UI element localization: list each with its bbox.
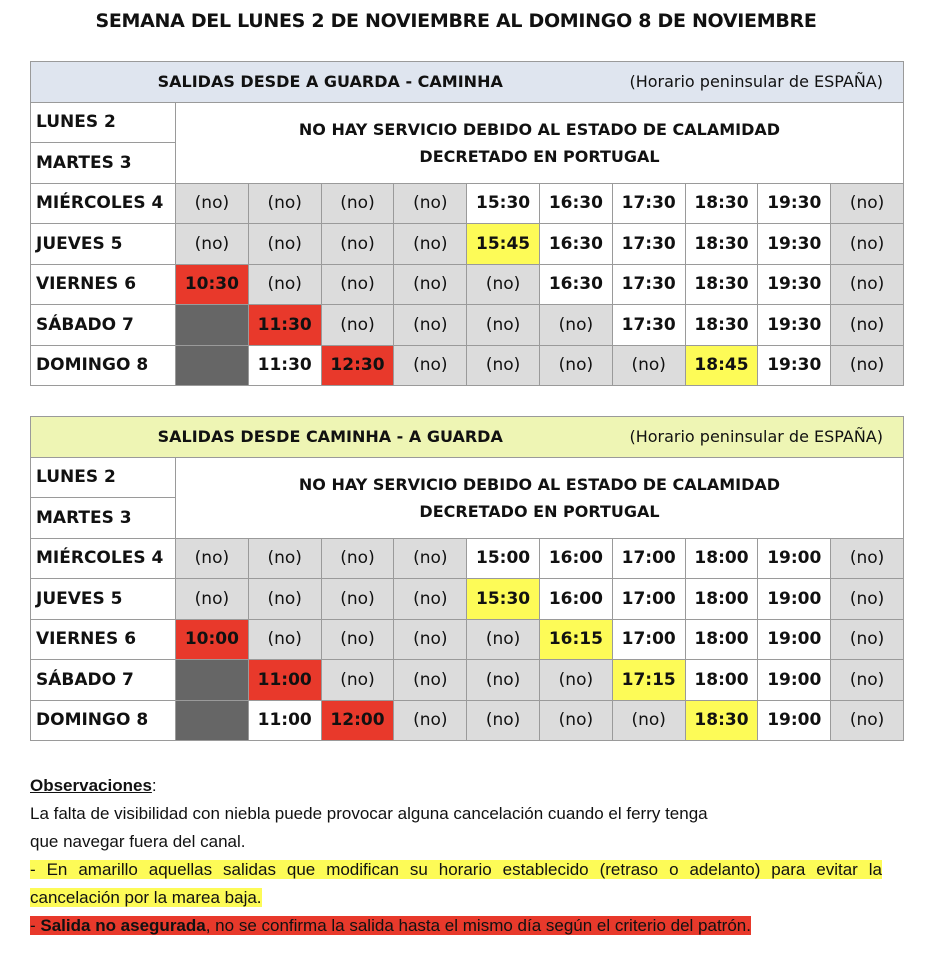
time-cell: 18:00 [685, 660, 758, 701]
time-cell: 18:30 [685, 305, 758, 346]
no-service-cell: (no) [467, 345, 540, 386]
table-row [31, 457, 904, 498]
table-row [31, 345, 904, 386]
red-bold: Salida no asegurada [40, 916, 206, 935]
time-cell: 16:30 [539, 183, 612, 224]
time-cell: 18:00 [685, 579, 758, 620]
time-cell: 19:30 [758, 345, 831, 386]
timezone-note: (Horario peninsular de ESPAÑA) [629, 72, 883, 92]
no-service-cell: (no) [539, 660, 612, 701]
no-service-cell: (no) [394, 579, 467, 620]
unconfirmed-time-cell: 10:00 [176, 619, 249, 660]
red-rest: , no se confirma la salida hasta el mismo día según el criterio del patrón. [205, 916, 751, 935]
observations-heading: Observaciones [30, 776, 152, 795]
table-heading [31, 417, 904, 458]
no-service-cell: (no) [612, 345, 685, 386]
unconfirmed-time-cell: 11:30 [248, 305, 321, 346]
red-prefix: - [30, 916, 41, 935]
no-service-cell: (no) [321, 183, 394, 224]
observation-fog: La falta de visibilidad con niebla puede provocar alguna cancelación cuando el ferry tenga [30, 804, 708, 823]
no-service-cell: (no) [248, 538, 321, 579]
no-service-cell: (no) [394, 700, 467, 741]
table-row [31, 224, 904, 265]
no-service-cell: (no) [176, 224, 249, 265]
time-cell: 17:00 [612, 579, 685, 620]
no-service-cell: (no) [176, 538, 249, 579]
no-service-cell: (no) [831, 224, 904, 265]
no-service-cell: (no) [394, 660, 467, 701]
no-service-cell: (no) [831, 579, 904, 620]
no-service-cell: (no) [539, 305, 612, 346]
no-service-cell: (no) [831, 183, 904, 224]
no-service-cell: (no) [831, 538, 904, 579]
time-cell: 19:00 [758, 538, 831, 579]
time-cell: 15:30 [467, 183, 540, 224]
day-label: MIÉRCOLES 4 [31, 183, 176, 224]
no-service-cell: (no) [394, 538, 467, 579]
time-cell: 16:00 [539, 538, 612, 579]
no-service-line: NO HAY SERVICIO DEBIDO AL ESTADO DE CALAMIDAD [298, 119, 781, 139]
no-service-cell: (no) [612, 700, 685, 741]
time-cell: 15:00 [467, 538, 540, 579]
no-service-cell: (no) [831, 660, 904, 701]
no-service-cell: (no) [394, 264, 467, 305]
no-service-cell: (no) [321, 619, 394, 660]
time-cell: 18:00 [685, 538, 758, 579]
no-service-cell: (no) [394, 224, 467, 265]
no-service-message [176, 457, 904, 538]
table-row [31, 660, 904, 701]
no-service-cell: (no) [467, 619, 540, 660]
time-cell: 17:00 [612, 538, 685, 579]
table-heading [31, 62, 904, 103]
modified-time-cell: 15:45 [467, 224, 540, 265]
schedule-table-caminha-guarda [30, 416, 904, 741]
time-cell: 18:30 [685, 183, 758, 224]
no-service-line: DECRETADO EN PORTUGAL [419, 501, 660, 521]
no-service-cell: (no) [394, 305, 467, 346]
time-cell: 16:30 [539, 224, 612, 265]
no-service-message [176, 102, 904, 183]
no-service-cell: (no) [394, 183, 467, 224]
empty-cell [176, 700, 249, 741]
time-cell: 16:00 [539, 579, 612, 620]
no-service-cell: (no) [394, 619, 467, 660]
day-label: JUEVES 5 [31, 579, 176, 620]
no-service-cell: (no) [539, 700, 612, 741]
no-service-line: DECRETADO EN PORTUGAL [419, 146, 660, 166]
modified-time-cell: 17:15 [612, 660, 685, 701]
time-cell: 19:00 [758, 660, 831, 701]
day-label: JUEVES 5 [31, 224, 176, 265]
time-cell: 17:30 [612, 224, 685, 265]
unconfirmed-time-cell: 12:30 [321, 345, 394, 386]
time-cell: 18:30 [685, 224, 758, 265]
no-service-cell: (no) [176, 183, 249, 224]
time-cell: 19:30 [758, 183, 831, 224]
no-service-cell: (no) [467, 700, 540, 741]
day-label: SÁBADO 7 [31, 305, 176, 346]
no-service-cell: (no) [248, 224, 321, 265]
no-service-line: NO HAY SERVICIO DEBIDO AL ESTADO DE CALAMIDAD [298, 474, 781, 494]
unconfirmed-time-cell: 12:00 [321, 700, 394, 741]
no-service-cell: (no) [248, 579, 321, 620]
no-service-cell: (no) [321, 264, 394, 305]
observation-yellow-note: - En amarillo aquellas salidas que modifican su horario establecido (retraso o adelanto) para evitar la cancelación por la marea baja. [30, 860, 882, 907]
route-title: SALIDAS DESDE A GUARDA - CAMINHA [157, 72, 503, 92]
no-service-cell: (no) [467, 305, 540, 346]
no-service-cell: (no) [831, 700, 904, 741]
observation-fog-cont: que navegar fuera del canal. [30, 832, 246, 851]
time-cell: 19:00 [758, 619, 831, 660]
time-cell: 19:30 [758, 264, 831, 305]
no-service-cell: (no) [539, 345, 612, 386]
schedule-table-guarda-caminha [30, 61, 904, 386]
no-service-cell: (no) [831, 305, 904, 346]
no-service-cell: (no) [321, 224, 394, 265]
table-row [31, 579, 904, 620]
day-label: DOMINGO 8 [31, 345, 176, 386]
day-label: LUNES 2 [31, 102, 176, 143]
empty-cell [176, 345, 249, 386]
timezone-note: (Horario peninsular de ESPAÑA) [629, 427, 883, 447]
time-cell: 17:30 [612, 264, 685, 305]
modified-time-cell: 18:45 [685, 345, 758, 386]
table-row [31, 305, 904, 346]
page-title: SEMANA DEL LUNES 2 DE NOVIEMBRE AL DOMINGO 8 DE NOVIEMBRE [95, 10, 817, 32]
day-label: MIÉRCOLES 4 [31, 538, 176, 579]
time-cell: 19:00 [758, 579, 831, 620]
time-cell: 16:30 [539, 264, 612, 305]
no-service-cell: (no) [394, 345, 467, 386]
table-row [31, 264, 904, 305]
day-label: SÁBADO 7 [31, 660, 176, 701]
unconfirmed-time-cell: 11:00 [248, 660, 321, 701]
table-row [31, 183, 904, 224]
time-cell: 11:00 [248, 700, 321, 741]
time-cell: 18:30 [685, 264, 758, 305]
day-label: DOMINGO 8 [31, 700, 176, 741]
colon: : [151, 776, 157, 795]
day-label: VIERNES 6 [31, 619, 176, 660]
table-row [31, 700, 904, 741]
modified-time-cell: 16:15 [539, 619, 612, 660]
no-service-cell: (no) [467, 264, 540, 305]
time-cell: 17:00 [612, 619, 685, 660]
table-row [31, 538, 904, 579]
no-service-cell: (no) [176, 579, 249, 620]
time-cell: 18:00 [685, 619, 758, 660]
no-service-cell: (no) [248, 264, 321, 305]
day-label: VIERNES 6 [31, 264, 176, 305]
no-service-cell: (no) [321, 538, 394, 579]
modified-time-cell: 18:30 [685, 700, 758, 741]
no-service-cell: (no) [831, 264, 904, 305]
day-label: MARTES 3 [31, 498, 176, 539]
time-cell: 17:30 [612, 305, 685, 346]
no-service-cell: (no) [831, 619, 904, 660]
empty-cell [176, 305, 249, 346]
time-cell: 19:30 [758, 305, 831, 346]
no-service-cell: (no) [321, 305, 394, 346]
modified-time-cell: 15:30 [467, 579, 540, 620]
time-cell: 17:30 [612, 183, 685, 224]
no-service-cell: (no) [248, 619, 321, 660]
no-service-cell: (no) [321, 579, 394, 620]
time-cell: 19:30 [758, 224, 831, 265]
time-cell: 11:30 [248, 345, 321, 386]
no-service-cell: (no) [831, 345, 904, 386]
table-row [31, 619, 904, 660]
no-service-cell: (no) [467, 660, 540, 701]
no-service-cell: (no) [321, 660, 394, 701]
table-row [31, 102, 904, 143]
day-label: MARTES 3 [31, 143, 176, 184]
no-service-cell: (no) [248, 183, 321, 224]
observations [30, 772, 882, 940]
time-cell: 19:00 [758, 700, 831, 741]
observation-red-note [30, 916, 751, 935]
day-label: LUNES 2 [31, 457, 176, 498]
route-title: SALIDAS DESDE CAMINHA - A GUARDA [157, 427, 503, 447]
unconfirmed-time-cell: 10:30 [176, 264, 249, 305]
empty-cell [176, 660, 249, 701]
